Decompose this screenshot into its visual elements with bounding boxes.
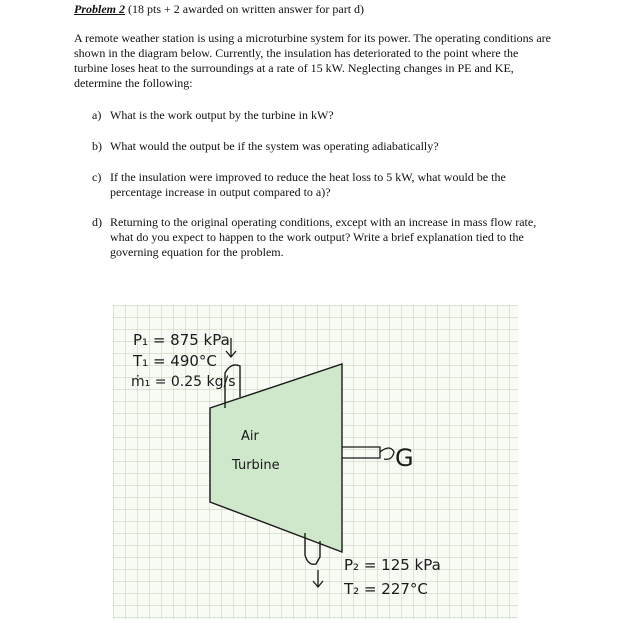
question-label: c) xyxy=(92,170,102,184)
problem-intro: A remote weather station is using a microturbine system for its power. The operating conditions are shown in the diagram below. Currently, the insulation has deteriorated to the point where the turbine loses heat to the surroundings at a rate of 15 kW. Neglecting changes in PE and KE, determine the following: xyxy=(74,31,551,90)
generator-label: G xyxy=(395,444,414,472)
outlet-pressure: P₂ = 125 kPa xyxy=(344,556,441,574)
question-text: What would the output be if the system was operating adiabatically? xyxy=(110,139,439,153)
inlet-mass-flow: ṁ₁ = 0.25 kg/s xyxy=(131,374,236,390)
generator-shaft xyxy=(342,447,380,458)
inlet-temperature: T₁ = 490°C xyxy=(133,352,217,370)
question-text: Returning to the original operating conditions, except with an increase in mass flow rate, what do you expect to happen to the work output? Write a brief explanation tied to the governing equation for the problem. xyxy=(110,215,537,259)
inlet-pressure: P₁ = 875 kPa xyxy=(133,331,230,349)
question-text: What is the work output by the turbine in kW? xyxy=(110,108,334,122)
turbine-label-air: Air xyxy=(241,429,259,444)
outlet-arrow-icon xyxy=(313,570,323,587)
turbine-label-turbine: Turbine xyxy=(232,458,280,473)
points-note: (18 pts + 2 awarded on written answer for part d) xyxy=(128,2,365,16)
question-label: b) xyxy=(92,139,102,153)
problem-label: Problem 2 xyxy=(74,2,125,16)
question-text: If the insulation were improved to reduce the heat loss to 5 kW, what would be the percentage increase in output compared to a)? xyxy=(110,170,506,199)
question-label: a) xyxy=(92,108,102,122)
generator-coupling xyxy=(380,448,394,459)
outlet-temperature: T₂ = 227°C xyxy=(344,580,428,598)
question-label: d) xyxy=(92,215,102,229)
